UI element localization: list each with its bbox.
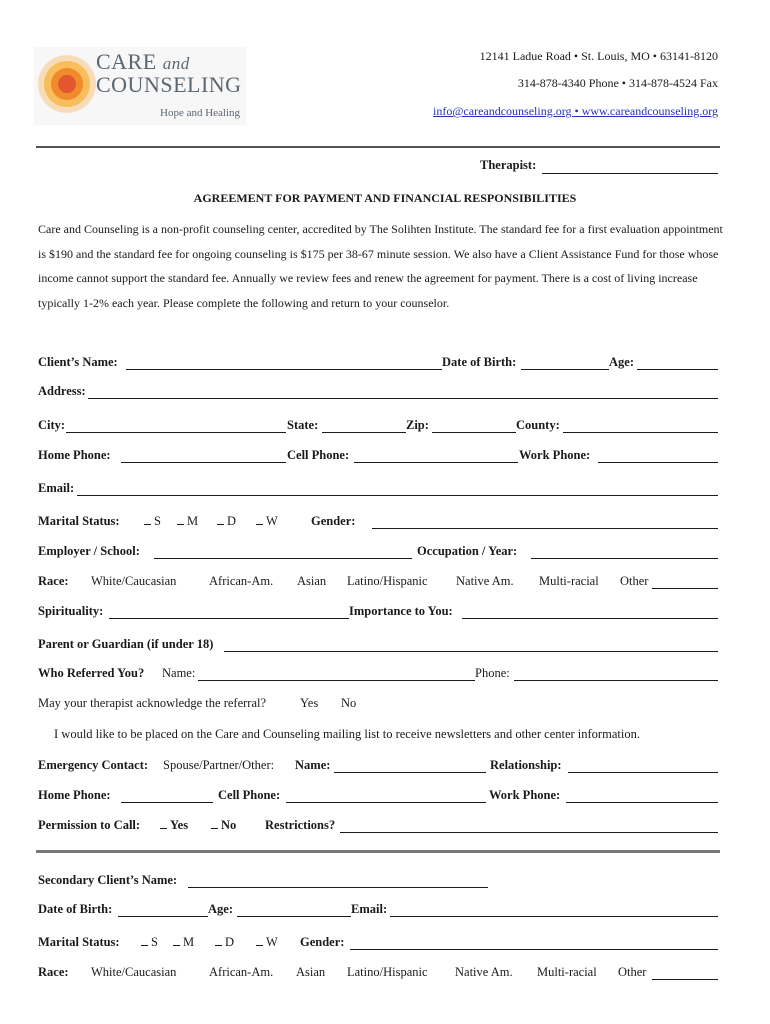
- email-field[interactable]: [77, 495, 718, 496]
- secondary-client-label: Secondary Client’s Name:: [38, 873, 178, 887]
- city-label: City:: [38, 418, 66, 432]
- acknowledge-question: May your therapist acknowledge the referral?: [38, 696, 267, 710]
- secondary-gender-field[interactable]: [350, 949, 718, 950]
- therapist-field[interactable]: [542, 173, 718, 174]
- employer-label: Employer / School:: [38, 544, 140, 558]
- referrer-phone-label: Phone:: [475, 666, 510, 680]
- marital-option-m[interactable]: M: [177, 514, 198, 529]
- client-name-field[interactable]: [126, 369, 442, 370]
- ec-home-phone-field[interactable]: [121, 802, 213, 803]
- referrer-name-field[interactable]: [198, 680, 475, 681]
- form-title: AGREEMENT FOR PAYMENT AND FINANCIAL RESPONSIBILITIES: [193, 191, 577, 205]
- marital-option-d[interactable]: D: [217, 514, 236, 529]
- secondary-race-other-field[interactable]: [652, 979, 718, 980]
- acknowledge-yes-option[interactable]: Yes: [300, 696, 319, 710]
- race-option-other[interactable]: Other: [620, 574, 649, 588]
- zip-field[interactable]: [432, 432, 516, 433]
- race-option-asian[interactable]: Asian: [297, 574, 327, 588]
- occupation-label: Occupation / Year:: [417, 544, 518, 558]
- header-address: 12141 Ladue Road • St. Louis, MO • 63141-8120: [479, 49, 718, 63]
- referrer-phone-field[interactable]: [514, 680, 718, 681]
- ec-work-phone-field[interactable]: [566, 802, 718, 803]
- logo-text-counseling: COUNSELING: [96, 72, 242, 97]
- spouse-partner-label: Spouse/Partner/Other:: [163, 758, 275, 772]
- cell-phone-label: Cell Phone:: [287, 448, 350, 462]
- dob-label: Date of Birth:: [442, 355, 517, 369]
- logo: [34, 47, 246, 125]
- secondary-marital-w[interactable]: W: [256, 935, 278, 950]
- restrictions-label: Restrictions?: [265, 818, 336, 832]
- secondary-race-multi-racial[interactable]: Multi-racial: [537, 965, 597, 979]
- client-name-label: Client’s Name:: [38, 355, 118, 369]
- secondary-email-label: Email:: [351, 902, 388, 916]
- parent-guardian-label: Parent or Guardian (if under 18): [38, 637, 214, 651]
- ec-cell-phone-label: Cell Phone:: [218, 788, 281, 802]
- secondary-race-african-am[interactable]: African-Am.: [209, 965, 274, 979]
- secondary-client-field[interactable]: [188, 887, 488, 888]
- secondary-gender-label: Gender:: [300, 935, 345, 949]
- logo-tagline: Hope and Healing: [160, 107, 241, 119]
- state-label: State:: [287, 418, 319, 432]
- race-option-latino[interactable]: Latino/Hispanic: [347, 574, 428, 588]
- secondary-race-other[interactable]: Other: [618, 965, 647, 979]
- secondary-email-field[interactable]: [390, 916, 718, 917]
- marital-option-w[interactable]: W: [256, 514, 278, 529]
- race-option-white[interactable]: White/Caucasian: [91, 574, 177, 588]
- city-field[interactable]: [66, 432, 286, 433]
- state-field[interactable]: [322, 432, 406, 433]
- secondary-marital-label: Marital Status:: [38, 935, 120, 949]
- gender-label: Gender:: [311, 514, 356, 528]
- home-phone-label: Home Phone:: [38, 448, 111, 462]
- zip-label: Zip:: [406, 418, 429, 432]
- header-web-links[interactable]: info@careandcounseling.org • www.careandcounseling.org: [433, 104, 718, 118]
- race-option-african-am[interactable]: African-Am.: [209, 574, 274, 588]
- secondary-race-label: Race:: [38, 965, 69, 979]
- secondary-dob-field[interactable]: [118, 916, 208, 917]
- race-label: Race:: [38, 574, 69, 588]
- secondary-age-field[interactable]: [237, 916, 351, 917]
- ec-name-field[interactable]: [334, 772, 486, 773]
- occupation-field[interactable]: [531, 558, 718, 559]
- ec-name-label: Name:: [295, 758, 331, 772]
- ec-cell-phone-field[interactable]: [286, 802, 486, 803]
- emergency-contact-label: Emergency Contact:: [38, 758, 149, 772]
- acknowledge-no-option[interactable]: No: [341, 696, 357, 710]
- sun-logo-icon: [36, 53, 98, 115]
- relationship-field[interactable]: [568, 772, 718, 773]
- gender-field[interactable]: [372, 528, 718, 529]
- race-option-multi-racial[interactable]: Multi-racial: [539, 574, 599, 588]
- section-divider: [36, 850, 720, 853]
- intro-paragraph: Care and Counseling is a non-profit counseling center, accredited by The Solihten Institute. The standard fee for a first evaluation appointment is $190 and the standard fee for ongoing counseling is $175 per 38-67 minute session. We also have a Client Assistance Fund for those whose income cannot support the standard fee. Annually we review fees and renew the agreement for payment. There is a cost of living increase typically 1-2% each year. Please complete the following and return to your counselor.: [38, 222, 723, 310]
- relationship-label: Relationship:: [490, 758, 562, 772]
- race-option-native-am[interactable]: Native Am.: [456, 574, 514, 588]
- secondary-race-white[interactable]: White/Caucasian: [91, 965, 177, 979]
- secondary-race-native-am[interactable]: Native Am.: [455, 965, 513, 979]
- header-phone: 314-878-4340 Phone • 314-878-4524 Fax: [517, 76, 718, 90]
- secondary-dob-label: Date of Birth:: [38, 902, 113, 916]
- email-label: Email:: [38, 481, 75, 495]
- race-other-field[interactable]: [652, 588, 718, 589]
- work-phone-field[interactable]: [598, 462, 718, 463]
- spirituality-label: Spirituality:: [38, 604, 104, 618]
- referred-label: Who Referred You?: [38, 666, 145, 680]
- secondary-age-label: Age:: [208, 902, 233, 916]
- address-label: Address:: [38, 384, 86, 398]
- therapist-label: Therapist:: [480, 158, 537, 172]
- age-field[interactable]: [637, 369, 718, 370]
- secondary-marital-s[interactable]: S: [141, 935, 158, 950]
- secondary-race-latino[interactable]: Latino/Hispanic: [347, 965, 428, 979]
- marital-option-s[interactable]: S: [144, 514, 161, 529]
- mailing-list-option[interactable]: I would like to be placed on the Care and Counseling mailing list to receive newsletters and other center information.: [54, 727, 640, 741]
- secondary-marital-m[interactable]: M: [173, 935, 194, 950]
- address-field[interactable]: [88, 398, 718, 399]
- ec-home-phone-label: Home Phone:: [38, 788, 111, 802]
- age-label: Age:: [609, 355, 634, 369]
- cell-phone-field[interactable]: [354, 462, 518, 463]
- parent-guardian-field[interactable]: [224, 651, 718, 652]
- secondary-race-asian[interactable]: Asian: [296, 965, 326, 979]
- secondary-marital-d[interactable]: D: [215, 935, 234, 950]
- marital-status-label: Marital Status:: [38, 514, 120, 528]
- county-label: County:: [516, 418, 560, 432]
- dob-field[interactable]: [521, 369, 609, 370]
- permission-yes-checkbox[interactable]: Yes: [160, 818, 188, 833]
- importance-field[interactable]: [462, 618, 718, 619]
- permission-no-checkbox[interactable]: No: [211, 818, 236, 833]
- home-phone-field[interactable]: [121, 462, 286, 463]
- restrictions-field[interactable]: [340, 832, 718, 833]
- work-phone-label: Work Phone:: [519, 448, 591, 462]
- ec-work-phone-label: Work Phone:: [489, 788, 561, 802]
- importance-label: Importance to You:: [349, 604, 453, 618]
- permission-to-call-label: Permission to Call:: [38, 818, 141, 832]
- employer-field[interactable]: [154, 558, 412, 559]
- spirituality-field[interactable]: [109, 618, 349, 619]
- county-field[interactable]: [563, 432, 718, 433]
- referrer-name-label: Name:: [162, 666, 196, 680]
- logo-text-care: CARE and: [96, 49, 190, 74]
- header-divider: [36, 146, 720, 148]
